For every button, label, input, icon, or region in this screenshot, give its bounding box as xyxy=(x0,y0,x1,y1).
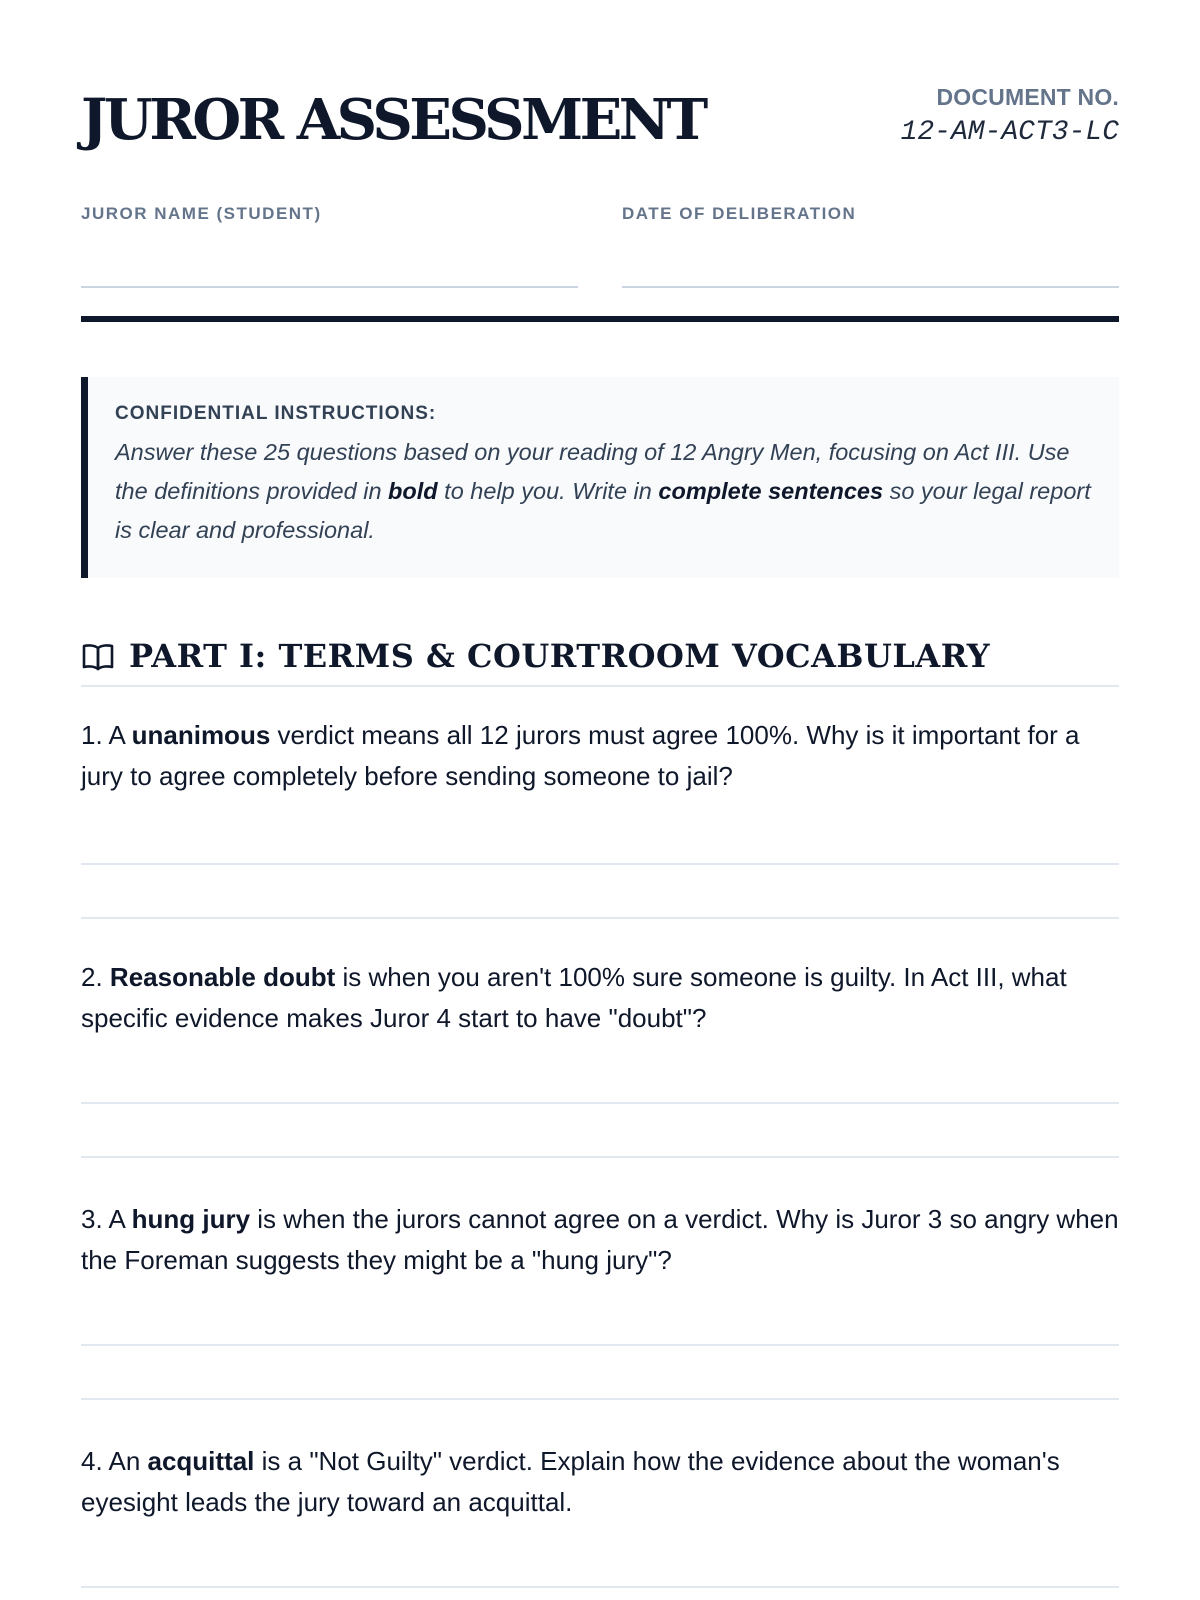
date-input-line[interactable] xyxy=(622,286,1119,288)
answer-line[interactable] xyxy=(81,917,1119,919)
juror-name-input-line[interactable] xyxy=(81,286,578,288)
answer-line[interactable] xyxy=(81,863,1119,865)
answer-line[interactable] xyxy=(81,1398,1119,1400)
answer-line[interactable] xyxy=(81,1102,1119,1104)
page-title: JUROR ASSESSMENT xyxy=(81,87,705,153)
document-header xyxy=(81,0,1119,153)
section-title: PART I: TERMS & COURTROOM VOCABULARY xyxy=(129,637,991,675)
answer-line[interactable] xyxy=(81,1586,1119,1588)
instructions-heading: CONFIDENTIAL INSTRUCTIONS: xyxy=(115,403,437,424)
question-3 xyxy=(81,1199,1119,1280)
date-field xyxy=(622,204,1119,224)
document-number-label: DOCUMENT NO. xyxy=(936,84,1119,110)
section-header xyxy=(81,635,1119,687)
question-text: 3. A hung jury is when the jurors cannot agree on a verdict. Why is Juror 3 so angry when the Foreman suggests they might be a "hung jury"? xyxy=(81,1204,1119,1275)
instructions-box xyxy=(81,377,1119,578)
question-text: 1. A unanimous verdict means all 12 jurors must agree 100%. Why is it important for a jury to agree completely before sending someone to jail? xyxy=(81,720,1080,791)
question-1 xyxy=(81,715,1119,796)
question-text: 2. Reasonable doubt is when you aren't 100% sure someone is guilty. In Act III, what specific evidence makes Juror 4 start to have "doubt"? xyxy=(81,962,1067,1033)
document-number-block xyxy=(901,84,1119,148)
answer-line[interactable] xyxy=(81,1344,1119,1346)
juror-name-field xyxy=(81,204,578,224)
instructions-text: Answer these 25 questions based on your reading of 12 Angry Men, focusing on Act III. Use the definitions provided in bold to help you. Write in complete sentences so your legal report is clear and professional. xyxy=(115,439,1091,543)
question-4 xyxy=(81,1441,1119,1522)
juror-name-label: JUROR NAME (STUDENT) xyxy=(81,204,322,223)
student-fields xyxy=(81,204,1119,290)
answer-line[interactable] xyxy=(81,1156,1119,1158)
question-text: 4. An acquittal is a "Not Guilty" verdict. Explain how the evidence about the woman's eyesight leads the jury toward an acquittal. xyxy=(81,1446,1060,1517)
document-number-value: 12-AM-ACT3-LC xyxy=(900,117,1119,148)
header-divider xyxy=(81,316,1119,322)
question-2 xyxy=(81,957,1119,1038)
book-icon xyxy=(81,641,115,673)
date-label: DATE OF DELIBERATION xyxy=(622,204,857,223)
